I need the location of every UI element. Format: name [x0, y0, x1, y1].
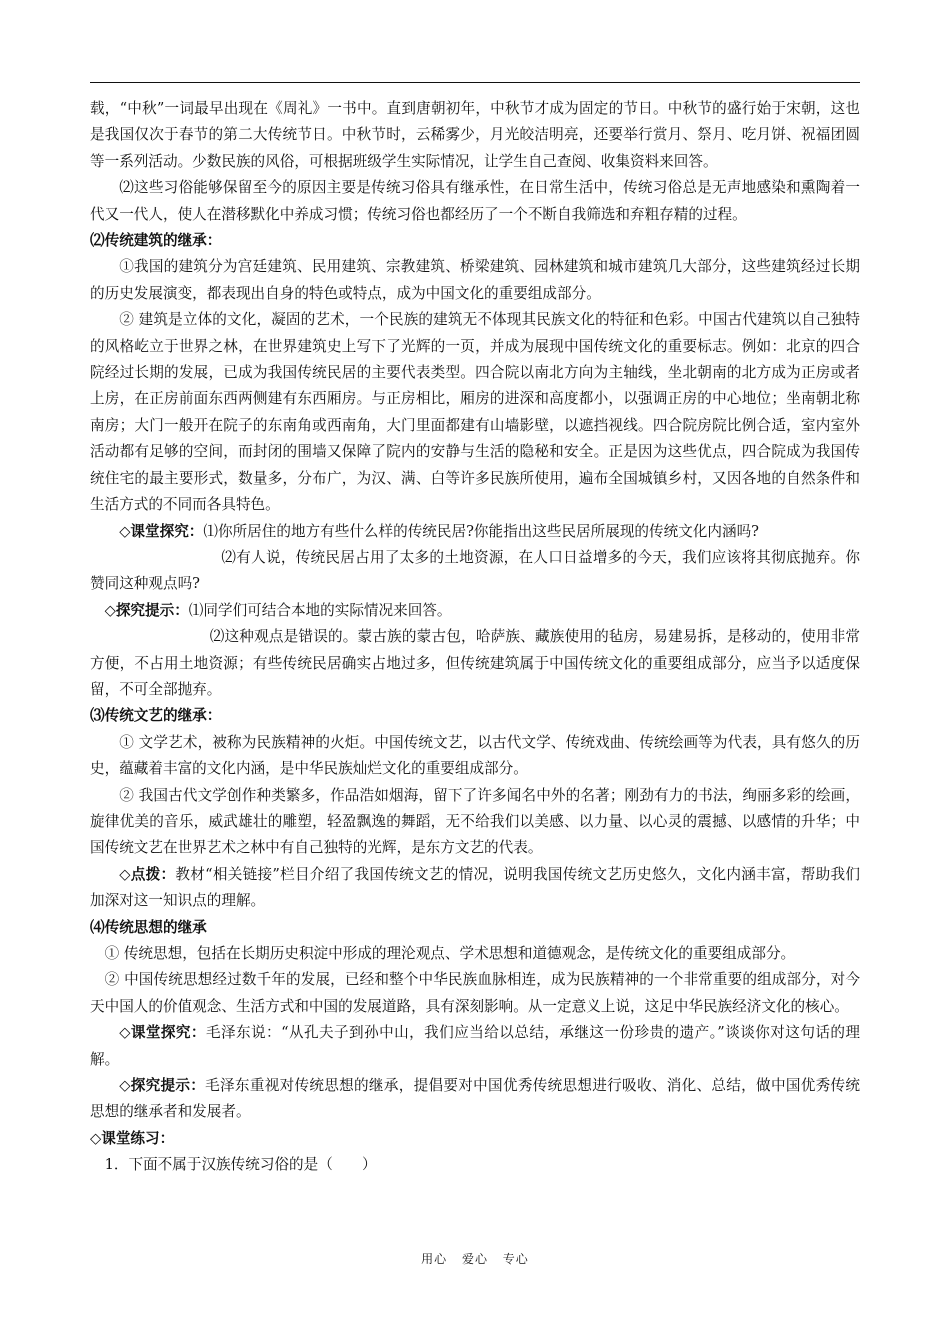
label-classroom-inquiry-2: ◇课堂探究： — [119, 1024, 206, 1042]
classroom-inquiry-mao: ◇课堂探究：毛泽东说：“从孔夫子到孙中山，我们应当给以总结，承继这一份珍贵的遗产。”谈谈你对这句话的理解。 — [90, 1024, 860, 1068]
heading-practice: ◇课堂练习： — [90, 1129, 175, 1147]
inquiry-hint-mao: ◇探究提示：毛泽东重视对传统思想的继承，提倡要对中国优秀传统思想进行吸收、消化、总结，做中国优秀传统思想的继承者和发展者。 — [90, 1077, 860, 1121]
paragraph-arts-works: ② 我国古代文学创作种类繁多，作品浩如烟海，留下了许多闻名中外的名著；刚劲有力的书法，绚丽多彩的绘画，旋律优美的音乐，威武雄壮的雕塑，轻盈飘逸的舞蹈，无不给我们以美感、以力量、以心灵的震撼、以感情的升华；中国传统文艺在世界艺术之林中有自己独特的光辉，是东方文艺的代表。 — [90, 786, 860, 857]
paragraph-thought-development: ② 中国传统思想经过数千年的发展，已经和整个中华民族血脉相连，成为民族精神的一个非常重要的组成部分，对今天中国人的价值观念、生活方式和中国的发展道路，具有深刻影响。从一定意义上说，这足中华民族经济文化的核心。 — [90, 971, 860, 1015]
paragraph-mid-autumn-origin: 载，“中秋”一词最早出现在《周礼》一书中。直到唐朝初年，中秋节才成为固定的节日。中秋节的盛行始于宋朝，这也是我国仅次于春节的第二大传统节日。中秋节时，云稀雾少，月光皎洁明亮，还要举行赏月、祭月、吃月饼、祝福团圆等一系列活动。少数民族的风俗，可根据班级学生实际情况，让学生自己查阅、收集资料来回答。 — [90, 100, 860, 170]
paragraph-thought-definition: ① 传统思想，包括在长期历史积淀中形成的理沦观点、学术思想和道德观念，是传统文化的重要组成部分。 — [104, 945, 796, 962]
heading-architecture: ⑵传统建筑的继承： — [90, 232, 222, 250]
paragraph-architecture-categories: ①我国的建筑分为宫廷建筑、民用建筑、宗教建筑、桥梁建筑、园林建筑和城市建筑几大部分，这些建筑经过长期的历史发展演变，都表现出自身的特色或特点，成为中国文化的重要组成部分。 — [90, 258, 860, 302]
classroom-inquiry-residence-2: ⑵有人说，传统民居占用了太多的土地资源，在人口日益增多的今天，我们应该将其彻底抛弃。你赞同这种观点吗? — [90, 548, 860, 593]
paragraph-arts-literature: ① 文学艺术，被称为民族精神的火炬。中国传统文艺，以古代文学、传统戏曲、传统绘画等为代表，具有悠久的历史，蕴藏着丰富的文化内涵，是中华民族灿烂文化的重要组成部分。 — [90, 733, 860, 778]
label-classroom-inquiry: ◇课堂探究： — [119, 522, 204, 540]
paragraph-architecture-siheyuan: ② 建筑是立体的文化，凝固的艺术，一个民族的建筑无不体现其民族文化的特征和色彩。中国古代建筑以自己独特的风格屹立于世界之林，在世界建筑史上写下了光辉的一页，并成为展现中国传统文化的重要标志。例如：北京的四合院经过长期的发展，已成为我国传统民居的主要代表类型。四合院以南北方向为主轴线，坐北朝南的北方成为正房或者上房，在正房前面东西两侧建有东西厢房。与正房相比，厢房的进深和高度都小，以强调正房的中心地位；坐南朝北称南房；大门一般开在院子的东南角或西南角，大门里面都建有山墙影壁，以遮挡视线。四合院房院比例合适，室内室外活动都有足够的空间，而封闭的围墙又保障了院内的安静与生活的隐秘和安全。正是因为这些优点，四合院成为我国传统住宅的最主要形式，数量多，分布广，为汉、满、白等许多民族所使用，遍布全国城镇乡村，又因各地的自然条件和生活方式的不同而各具特色。 — [90, 311, 860, 514]
document-body — [90, 96, 860, 1179]
label-inquiry-hint: ◇探究提示： — [104, 601, 189, 619]
label-inquiry-hint-2: ◇探究提示： — [119, 1077, 206, 1095]
label-tip: ◇点拨： — [119, 865, 176, 883]
inquiry-hint-residence: ◇探究提示：⑴同学们可结合本地的实际情况来回答。 — [104, 601, 452, 619]
page-footer: 用心 爱心 专心 — [421, 1252, 529, 1266]
heading-thought: ⑷传统思想的继承 — [90, 918, 207, 936]
header-rule — [90, 82, 860, 83]
tip-arts: ◇点拨：教材“相关链接”栏目介绍了我国传统文艺的情况，说明我国传统文艺历史悠久，文化内涵丰富，帮助我们加深对这一知识点的理解。 — [90, 865, 860, 910]
inquiry-hint-residence-2: ⑵这种观点是错误的。蒙古族的蒙古包，哈萨族、藏族使用的毡房，易建易拆，是移动的，使用非常方便，不占用土地资源；有些传统民居确实占地过多，但传统建筑属于中国传统文化的重要组成部分，应当予以适度保留，不可全部抛弃。 — [90, 628, 860, 698]
heading-arts: ⑶传统文艺的继承： — [90, 707, 222, 725]
classroom-inquiry-residence: ◇课堂探究：⑴你所居住的地方有些什么样的传统民居?你能指出这些民居所展现的传统文化内涵吗? — [119, 522, 760, 540]
practice-question-1: 1．下面不属于汉族传统习俗的是（ ） — [104, 1156, 377, 1174]
paragraph-customs-inheritance-reason: ⑵这些习俗能够保留至今的原因主要是传统习俗具有继承性，在日常生活中，传统习俗总是无声地感染和熏陶着一代又一代人，使人在潜移默化中养成习惯；传统习俗也都经历了一个不断自我筛选和弃粗存精的过程。 — [90, 179, 860, 223]
